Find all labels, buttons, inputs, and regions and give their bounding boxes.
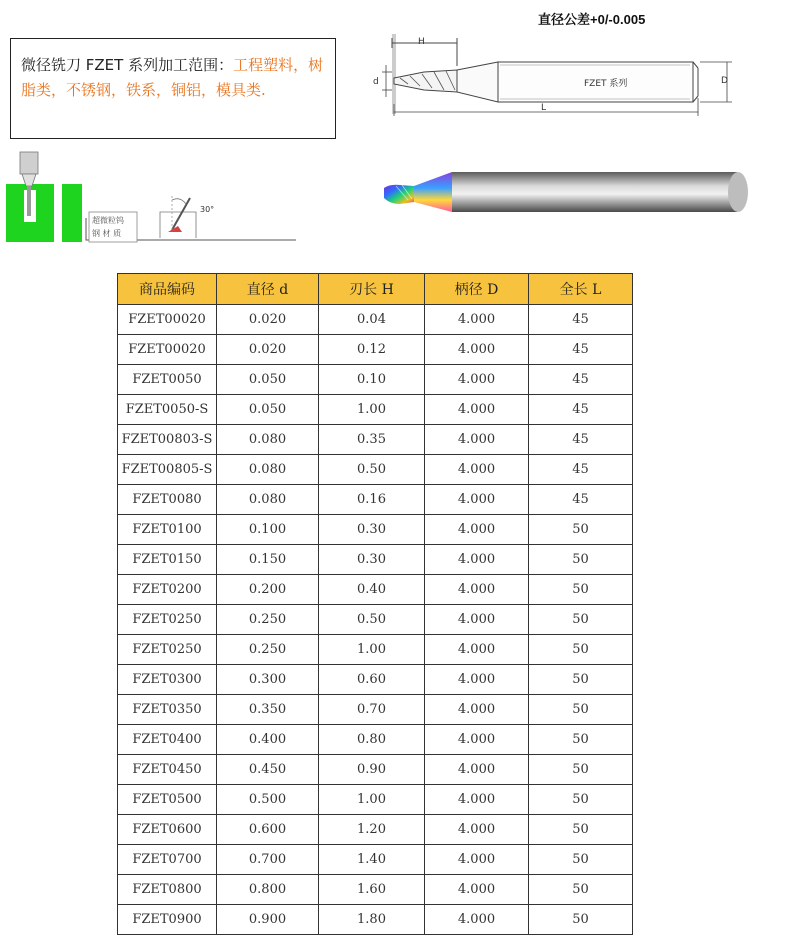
cell-code: FZET00020 — [118, 305, 217, 335]
header-shank-diameter: 柄径 D — [425, 274, 529, 305]
cell-overall-length: 50 — [529, 785, 633, 815]
cell-code: FZET0050 — [118, 365, 217, 395]
end-mill-photo — [384, 172, 748, 212]
cell-flute-length: 0.50 — [319, 455, 425, 485]
cell-flute-length: 0.16 — [319, 485, 425, 515]
cell-diameter: 0.200 — [217, 575, 319, 605]
cell-flute-length: 1.00 — [319, 785, 425, 815]
table-row — [118, 545, 633, 575]
cell-code: FZET00805-S — [118, 455, 217, 485]
cell-shank-diameter: 4.000 — [425, 695, 529, 725]
table-row — [118, 605, 633, 635]
dim-label-h: H — [418, 37, 425, 47]
cell-overall-length: 45 — [529, 485, 633, 515]
cell-code: FZET0150 — [118, 545, 217, 575]
cell-flute-length: 0.70 — [319, 695, 425, 725]
cell-diameter: 0.700 — [217, 845, 319, 875]
cell-flute-length: 0.60 — [319, 665, 425, 695]
cell-shank-diameter: 4.000 — [425, 665, 529, 695]
cell-flute-length: 0.50 — [319, 605, 425, 635]
tool-diagrams — [0, 0, 800, 260]
cell-overall-length: 45 — [529, 395, 633, 425]
table-row — [118, 875, 633, 905]
table-row — [118, 905, 633, 935]
cell-shank-diameter: 4.000 — [425, 425, 529, 455]
cell-shank-diameter: 4.000 — [425, 725, 529, 755]
cell-shank-diameter: 4.000 — [425, 305, 529, 335]
cell-diameter: 0.100 — [217, 515, 319, 545]
cell-diameter: 0.800 — [217, 875, 319, 905]
cell-code: FZET0100 — [118, 515, 217, 545]
cell-overall-length: 45 — [529, 455, 633, 485]
cell-flute-length: 1.00 — [319, 635, 425, 665]
cell-overall-length: 45 — [529, 425, 633, 455]
cell-diameter: 0.500 — [217, 785, 319, 815]
cell-flute-length: 0.30 — [319, 515, 425, 545]
cell-diameter: 0.050 — [217, 395, 319, 425]
cell-overall-length: 50 — [529, 725, 633, 755]
cell-flute-length: 0.40 — [319, 575, 425, 605]
cell-overall-length: 50 — [529, 755, 633, 785]
table-row — [118, 845, 633, 875]
cell-diameter: 0.300 — [217, 665, 319, 695]
cell-overall-length: 50 — [529, 635, 633, 665]
material-line-2: 钢 材 质 — [92, 229, 122, 238]
cell-overall-length: 45 — [529, 365, 633, 395]
header-diameter: 直径 d — [217, 274, 319, 305]
table-row — [118, 665, 633, 695]
cell-shank-diameter: 4.000 — [425, 335, 529, 365]
cell-flute-length: 1.60 — [319, 875, 425, 905]
cell-overall-length: 50 — [529, 815, 633, 845]
table-row — [118, 395, 633, 425]
table-row — [118, 695, 633, 725]
cell-flute-length: 1.20 — [319, 815, 425, 845]
cell-shank-diameter: 4.000 — [425, 905, 529, 935]
cell-code: FZET00803-S — [118, 425, 217, 455]
table-row — [118, 425, 633, 455]
cell-code: FZET0250 — [118, 635, 217, 665]
cell-overall-length: 50 — [529, 515, 633, 545]
cell-overall-length: 50 — [529, 845, 633, 875]
cell-flute-length: 0.12 — [319, 335, 425, 365]
tolerance-label: 直径公差+0/-0.005 — [538, 12, 646, 27]
cell-diameter: 0.080 — [217, 485, 319, 515]
header-flute-length: 刃长 H — [319, 274, 425, 305]
table-row — [118, 725, 633, 755]
cell-overall-length: 50 — [529, 605, 633, 635]
cell-code: FZET0450 — [118, 755, 217, 785]
cell-code: FZET0200 — [118, 575, 217, 605]
milling-illustration — [6, 152, 296, 242]
cell-flute-length: 0.04 — [319, 305, 425, 335]
cell-diameter: 0.450 — [217, 755, 319, 785]
cell-overall-length: 45 — [529, 305, 633, 335]
cell-code: FZET0600 — [118, 815, 217, 845]
cell-diameter: 0.900 — [217, 905, 319, 935]
cell-shank-diameter: 4.000 — [425, 395, 529, 425]
cell-flute-length: 0.90 — [319, 755, 425, 785]
cell-overall-length: 50 — [529, 695, 633, 725]
cell-diameter: 0.050 — [217, 365, 319, 395]
table-row — [118, 305, 633, 335]
cell-shank-diameter: 4.000 — [425, 815, 529, 845]
cell-shank-diameter: 4.000 — [425, 635, 529, 665]
cell-shank-diameter: 4.000 — [425, 785, 529, 815]
cell-diameter: 0.080 — [217, 425, 319, 455]
cell-shank-diameter: 4.000 — [425, 485, 529, 515]
table-row — [118, 365, 633, 395]
cell-code: FZET0250 — [118, 605, 217, 635]
cell-code: FZET0350 — [118, 695, 217, 725]
dim-label-D: D — [721, 76, 728, 86]
spec-table-header — [118, 274, 633, 305]
cell-flute-length: 0.30 — [319, 545, 425, 575]
cell-code: FZET00020 — [118, 335, 217, 365]
cell-overall-length: 50 — [529, 545, 633, 575]
cell-code: FZET0700 — [118, 845, 217, 875]
header-overall-length: 全长 L — [529, 274, 633, 305]
cell-flute-length: 0.10 — [319, 365, 425, 395]
cell-shank-diameter: 4.000 — [425, 365, 529, 395]
cell-flute-length: 1.00 — [319, 395, 425, 425]
angle-label: 30° — [200, 205, 215, 214]
cell-shank-diameter: 4.000 — [425, 545, 529, 575]
cell-shank-diameter: 4.000 — [425, 875, 529, 905]
table-row — [118, 485, 633, 515]
cell-flute-length: 0.35 — [319, 425, 425, 455]
cell-shank-diameter: 4.000 — [425, 515, 529, 545]
cell-shank-diameter: 4.000 — [425, 755, 529, 785]
table-row — [118, 515, 633, 545]
cell-code: FZET0080 — [118, 485, 217, 515]
cell-shank-diameter: 4.000 — [425, 845, 529, 875]
spec-table — [117, 273, 633, 935]
cell-overall-length: 50 — [529, 575, 633, 605]
table-row — [118, 335, 633, 365]
cell-flute-length: 1.80 — [319, 905, 425, 935]
cell-overall-length: 50 — [529, 875, 633, 905]
cell-diameter: 0.020 — [217, 305, 319, 335]
cell-code: FZET0300 — [118, 665, 217, 695]
cell-diameter: 0.020 — [217, 335, 319, 365]
cell-flute-length: 1.40 — [319, 845, 425, 875]
cell-diameter: 0.600 — [217, 815, 319, 845]
cell-shank-diameter: 4.000 — [425, 575, 529, 605]
table-row — [118, 635, 633, 665]
scope-materials-text: 工程塑料，树脂类，不锈钢，铁系，铜铝，模具类. — [21, 56, 324, 99]
cell-shank-diameter: 4.000 — [425, 605, 529, 635]
cell-code: FZET0900 — [118, 905, 217, 935]
header-code: 商品编码 — [118, 274, 217, 305]
cell-diameter: 0.400 — [217, 725, 319, 755]
dim-label-L: L — [541, 103, 547, 113]
cell-diameter: 0.150 — [217, 545, 319, 575]
cell-code: FZET0400 — [118, 725, 217, 755]
table-row — [118, 455, 633, 485]
cell-diameter: 0.080 — [217, 455, 319, 485]
material-line-1: 超微粒钨 — [92, 216, 124, 225]
cell-code: FZET0800 — [118, 875, 217, 905]
table-row — [118, 815, 633, 845]
series-label: FZET 系列 — [584, 79, 628, 89]
cell-diameter: 0.350 — [217, 695, 319, 725]
dim-label-d: d — [373, 77, 379, 87]
cell-overall-length: 45 — [529, 335, 633, 365]
cell-diameter: 0.250 — [217, 635, 319, 665]
scope-lead-text: 微径铣刀 FZET 系列加工范围： — [21, 56, 234, 74]
cell-code: FZET0500 — [118, 785, 217, 815]
table-row — [118, 755, 633, 785]
cell-diameter: 0.250 — [217, 605, 319, 635]
technical-drawing — [373, 34, 732, 116]
cell-shank-diameter: 4.000 — [425, 455, 529, 485]
cell-flute-length: 0.80 — [319, 725, 425, 755]
cell-code: FZET0050-S — [118, 395, 217, 425]
cell-overall-length: 50 — [529, 665, 633, 695]
table-row — [118, 575, 633, 605]
cell-overall-length: 50 — [529, 905, 633, 935]
table-row — [118, 785, 633, 815]
